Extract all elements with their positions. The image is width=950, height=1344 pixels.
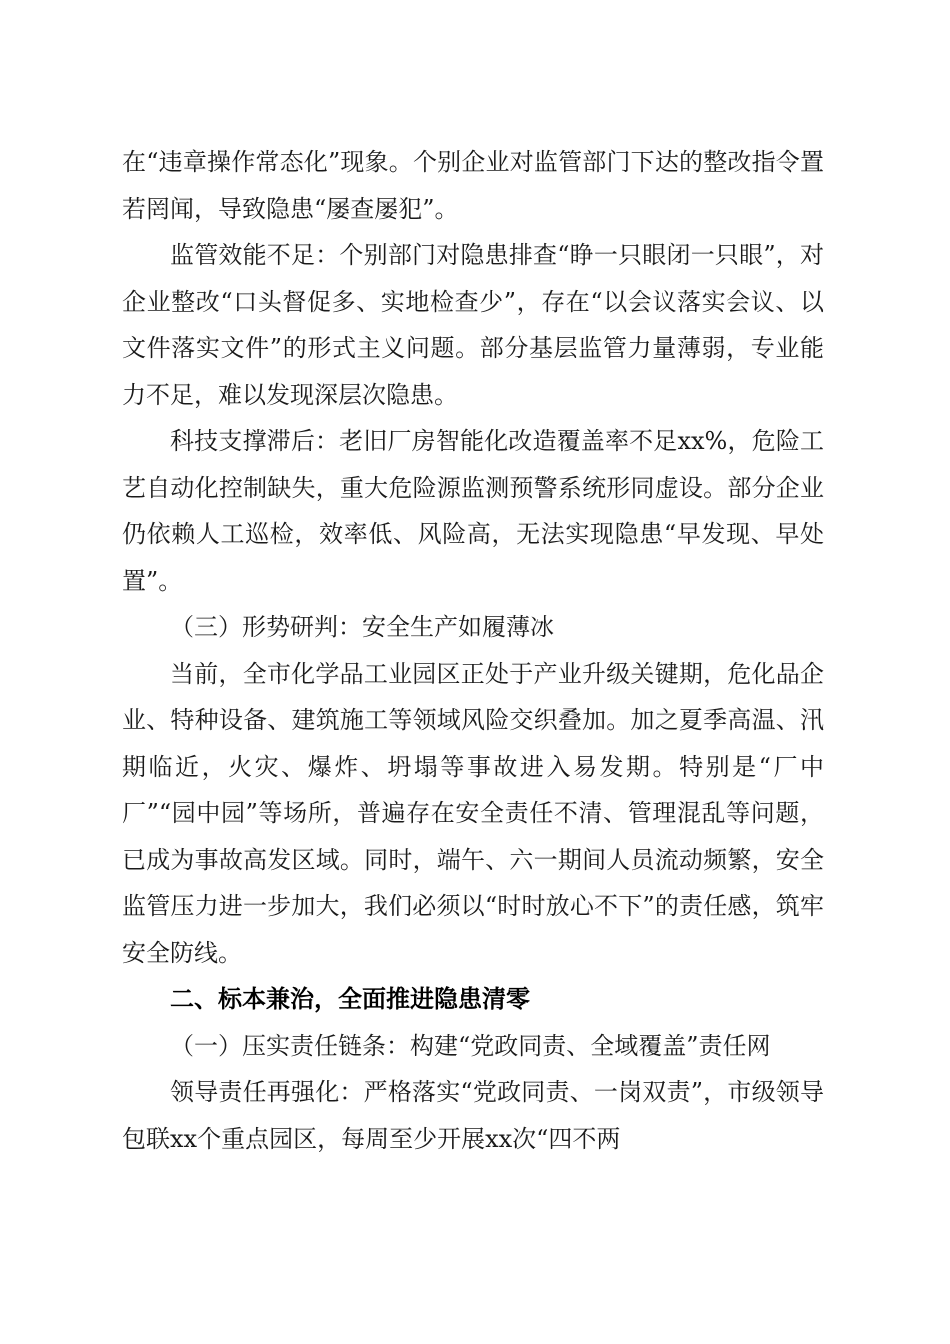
section-heading-situation: （三）形势研判：安全生产如履薄冰 <box>170 613 554 641</box>
paragraph-leadership-responsibility: 领导责任再强化：严格落实“党政同责、一岗双责”，市级领导包联xx个重点园区，每周至少开展xx次“四不两 <box>122 1078 824 1153</box>
document-body <box>122 139 824 1162</box>
paragraph-supervision-efficiency: 监管效能不足：个别部门对隐患排查“睁一只眼闭一只眼”，对企业整改“口头督促多、实地检查少”，存在“以会议落实会议、以文件落实文件”的形式主义问题。部分基层监管力量薄弱，专业能力不足，难以发现深层次隐患。 <box>122 241 824 409</box>
section-heading-responsibility: （一）压实责任链条：构建“党政同责、全域覆盖”责任网 <box>170 1031 771 1060</box>
paragraph-continuation: 在“违章操作常态化”现象。个别企业对监管部门下达的整改指令置若罔闻，导致隐患“屡查屡犯”。 <box>122 148 824 223</box>
paragraph-tech-support: 科技支撑滞后：老旧厂房智能化改造覆盖率不足xx%，危险工艺自动化控制缺失，重大危险源监测预警系统形同虚设。部分企业仍依赖人工巡检，效率低、风险高，无法实现隐患“早发现、早处置”。 <box>122 427 824 595</box>
paragraph-current-situation: 当前，全市化学品工业园区正处于产业升级关键期，危化品企业、特种设备、建筑施工等领域风险交织叠加。加之夏季高温、汛期临近，火灾、爆炸、坍塌等事故进入易发期。特别是“厂中厂”“园中园”等场所，普遍存在安全责任不清、管理混乱等问题，已成为事故高发区域。同时，端午、六一期间人员流动频繁，安全监管压力进一步加大，我们必须以“时时放心不下”的责任感，筑牢安全防线。 <box>122 659 824 967</box>
chapter-heading-two: 二、标本兼治，全面推进隐患清零 <box>170 985 530 1013</box>
